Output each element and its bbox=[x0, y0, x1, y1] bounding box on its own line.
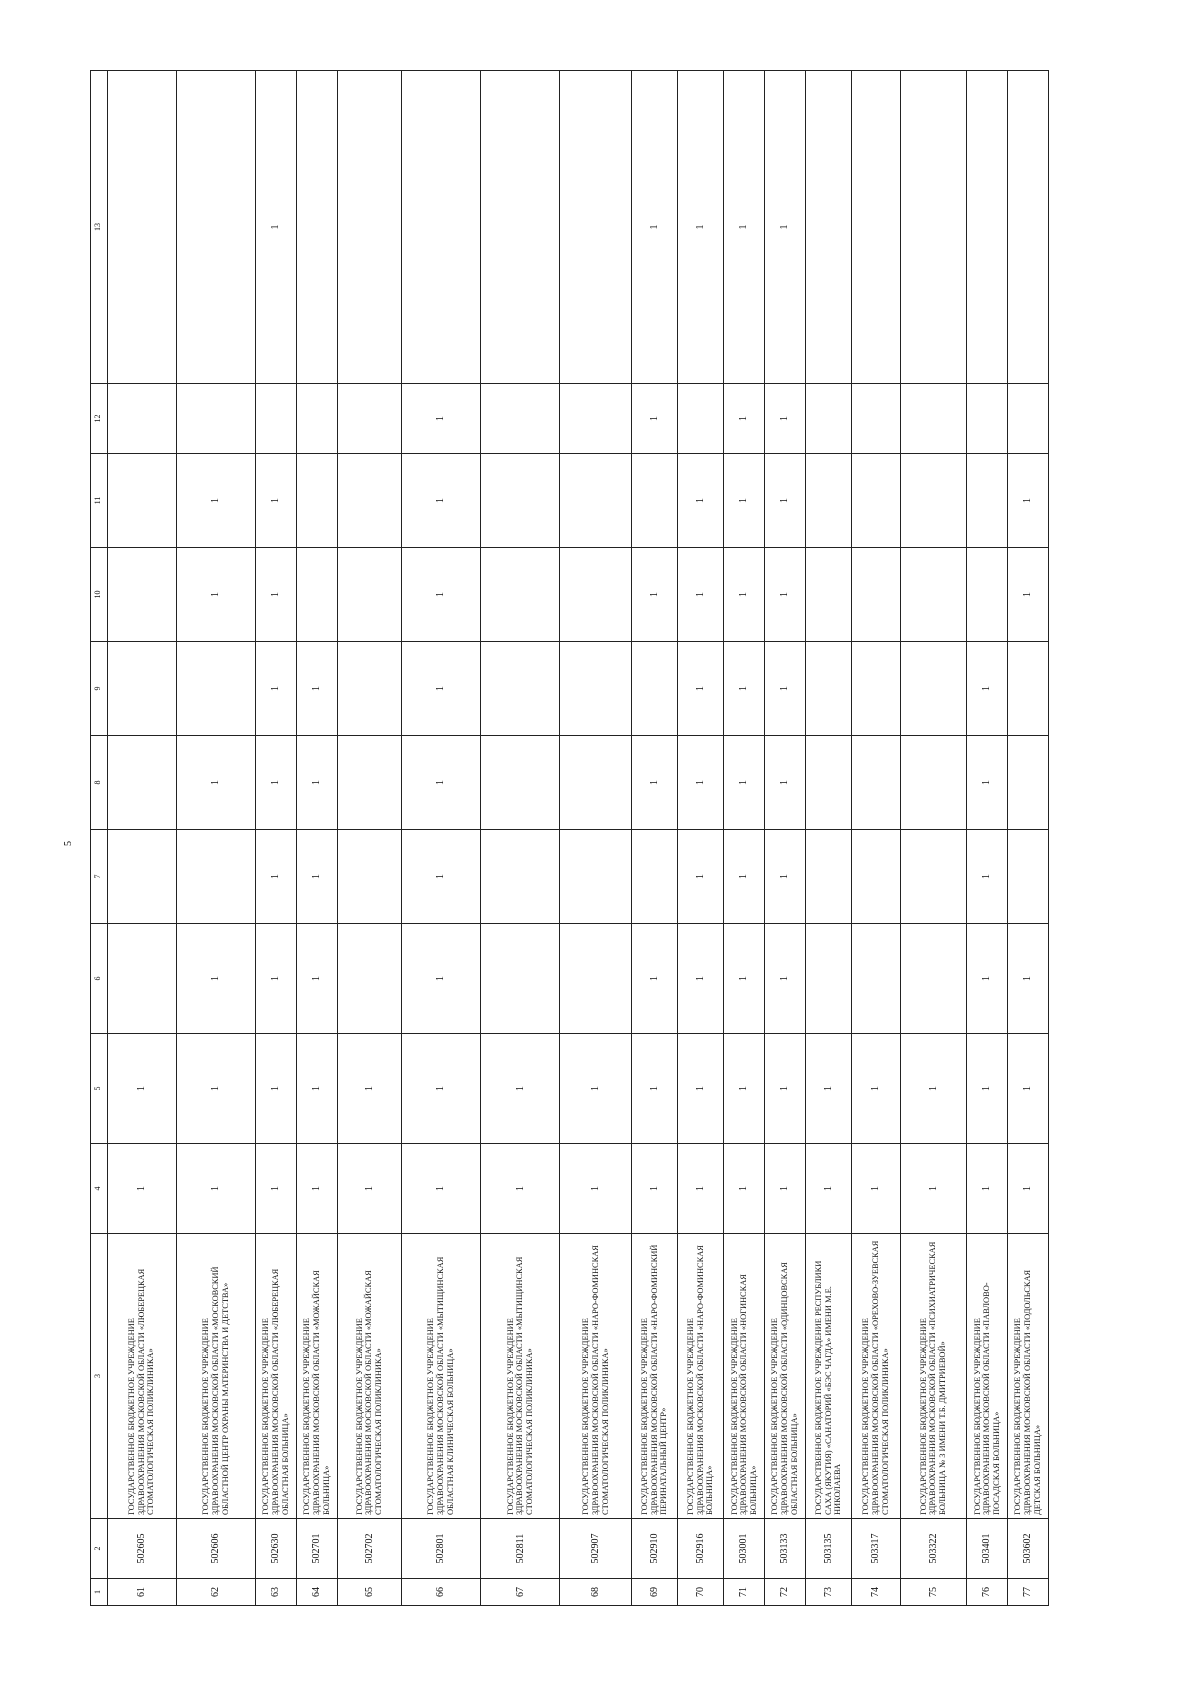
mark-cell bbox=[805, 548, 851, 642]
mark-cell bbox=[851, 71, 900, 384]
mark-cell: 1 bbox=[765, 642, 806, 736]
mark-cell bbox=[1007, 384, 1048, 454]
mark-cell: 1 bbox=[765, 548, 806, 642]
institution-name-cell: ГОСУДАРСТВЕННОЕ БЮДЖЕТНОЕ УЧРЕЖДЕНИЕ ЗДРАВООХРАНЕНИЯ МОСКОВСКОЙ ОБЛАСТИ «ЛЮБЕРЕЦКАЯ ОБЛАСТНАЯ БОЛЬНИЦА» bbox=[256, 1234, 297, 1519]
mark-cell: 1 bbox=[401, 924, 480, 1034]
mark-cell: 1 bbox=[632, 1144, 678, 1234]
mark-cell bbox=[900, 642, 967, 736]
institution-name-cell: ГОСУДАРСТВЕННОЕ БЮДЖЕТНОЕ УЧРЕЖДЕНИЕ ЗДРАВООХРАНЕНИЯ МОСКОВСКОЙ ОБЛАСТИ «МЫТИЩИНСКАЯ ОБЛАСТНАЯ КЛИНИЧЕСКАЯ БОЛЬНИЦА» bbox=[401, 1234, 480, 1519]
mark-cell bbox=[481, 454, 560, 548]
mark-cell: 1 bbox=[176, 736, 255, 830]
mark-cell bbox=[805, 454, 851, 548]
mark-cell bbox=[337, 71, 401, 384]
code-cell: 502606 bbox=[176, 1519, 255, 1579]
row-number-cell: 75 bbox=[900, 1579, 967, 1606]
mark-cell: 1 bbox=[724, 454, 765, 548]
mark-cell: 1 bbox=[724, 830, 765, 924]
column-number-cell: 13 bbox=[91, 71, 108, 384]
row-number-cell: 67 bbox=[481, 1579, 560, 1606]
institution-name-cell: ГОСУДАРСТВЕННОЕ БЮДЖЕТНОЕ УЧРЕЖДЕНИЕ ЗДРАВООХРАНЕНИЯ МОСКОВСКОЙ ОБЛАСТИ «ЛЮБЕРЕЦКАЯ СТОМАТОЛОГИЧЕСКАЯ ПОЛИКЛИНИКА» bbox=[107, 1234, 176, 1519]
mark-cell bbox=[805, 924, 851, 1034]
mark-cell bbox=[1007, 736, 1048, 830]
institution-name-cell: ГОСУДАРСТВЕННОЕ БЮДЖЕТНОЕ УЧРЕЖДЕНИЕ ЗДРАВООХРАНЕНИЯ МОСКОВСКОЙ ОБЛАСТИ «НАРО-ФОМИНСКАЯ СТОМАТОЛОГИЧЕСКАЯ ПОЛИКЛИНИКА» bbox=[560, 1234, 632, 1519]
mark-cell: 1 bbox=[401, 830, 480, 924]
institution-name-cell: ГОСУДАРСТВЕННОЕ БЮДЖЕТНОЕ УЧРЕЖДЕНИЕ ЗДРАВООХРАНЕНИЯ МОСКОВСКОЙ ОБЛАСТИ «ОДИНЦОВСКАЯ ОБЛАСТНАЯ БОЛЬНИЦА» bbox=[765, 1234, 806, 1519]
table-row bbox=[851, 71, 900, 1606]
code-cell: 503322 bbox=[900, 1519, 967, 1579]
mark-cell bbox=[337, 642, 401, 736]
mark-cell: 1 bbox=[632, 71, 678, 384]
mark-cell: 1 bbox=[678, 548, 724, 642]
mark-cell: 1 bbox=[967, 1034, 1008, 1144]
mark-cell bbox=[851, 548, 900, 642]
table-row bbox=[401, 71, 480, 1606]
column-number-cell: 2 bbox=[91, 1519, 108, 1579]
mark-cell: 1 bbox=[1007, 1144, 1048, 1234]
mark-cell: 1 bbox=[851, 1144, 900, 1234]
mark-cell bbox=[107, 548, 176, 642]
mark-cell: 1 bbox=[256, 1034, 297, 1144]
table-row bbox=[107, 71, 176, 1606]
code-cell: 502605 bbox=[107, 1519, 176, 1579]
row-number-cell: 73 bbox=[805, 1579, 851, 1606]
mark-cell bbox=[1007, 830, 1048, 924]
mark-cell bbox=[805, 384, 851, 454]
mark-cell: 1 bbox=[560, 1144, 632, 1234]
mark-cell bbox=[900, 548, 967, 642]
mark-cell bbox=[1007, 642, 1048, 736]
mark-cell: 1 bbox=[401, 1144, 480, 1234]
mark-cell bbox=[632, 454, 678, 548]
mark-cell: 1 bbox=[401, 1034, 480, 1144]
mark-cell: 1 bbox=[724, 71, 765, 384]
mark-cell: 1 bbox=[1007, 1034, 1048, 1144]
mark-cell: 1 bbox=[724, 384, 765, 454]
mark-cell: 1 bbox=[1007, 454, 1048, 548]
data-table bbox=[90, 70, 1049, 1606]
column-number-row bbox=[91, 71, 108, 1606]
mark-cell: 1 bbox=[176, 454, 255, 548]
mark-cell: 1 bbox=[632, 384, 678, 454]
mark-cell: 1 bbox=[337, 1034, 401, 1144]
row-number-cell: 62 bbox=[176, 1579, 255, 1606]
column-number-cell: 11 bbox=[91, 454, 108, 548]
mark-cell: 1 bbox=[678, 830, 724, 924]
mark-cell bbox=[401, 71, 480, 384]
mark-cell: 1 bbox=[401, 454, 480, 548]
mark-cell bbox=[560, 384, 632, 454]
mark-cell bbox=[851, 736, 900, 830]
mark-cell: 1 bbox=[678, 1034, 724, 1144]
code-cell: 503135 bbox=[805, 1519, 851, 1579]
mark-cell: 1 bbox=[481, 1034, 560, 1144]
institution-name-cell: ГОСУДАРСТВЕННОЕ БЮДЖЕТНОЕ УЧРЕЖДЕНИЕ ЗДРАВООХРАНЕНИЯ МОСКОВСКОЙ ОБЛАСТИ «ПАВЛОВО-ПОСАДСКАЯ БОЛЬНИЦА» bbox=[967, 1234, 1008, 1519]
mark-cell: 1 bbox=[296, 1034, 337, 1144]
code-cell: 502907 bbox=[560, 1519, 632, 1579]
mark-cell bbox=[296, 384, 337, 454]
mark-cell: 1 bbox=[401, 642, 480, 736]
mark-cell bbox=[481, 736, 560, 830]
mark-cell bbox=[337, 384, 401, 454]
mark-cell: 1 bbox=[967, 1144, 1008, 1234]
mark-cell bbox=[900, 71, 967, 384]
table-row bbox=[256, 71, 297, 1606]
mark-cell: 1 bbox=[176, 548, 255, 642]
mark-cell: 1 bbox=[678, 454, 724, 548]
row-number-cell: 71 bbox=[724, 1579, 765, 1606]
mark-cell: 1 bbox=[176, 1144, 255, 1234]
institution-name-cell: ГОСУДАРСТВЕННОЕ БЮДЖЕТНОЕ УЧРЕЖДЕНИЕ ЗДРАВООХРАНЕНИЯ МОСКОВСКОЙ ОБЛАСТИ «НАРО-ФОМИНСКАЯ БОЛЬНИЦА» bbox=[678, 1234, 724, 1519]
table-body bbox=[91, 71, 1049, 1606]
mark-cell bbox=[805, 642, 851, 736]
mark-cell: 1 bbox=[678, 642, 724, 736]
mark-cell: 1 bbox=[632, 924, 678, 1034]
mark-cell: 1 bbox=[967, 642, 1008, 736]
code-cell: 502702 bbox=[337, 1519, 401, 1579]
mark-cell bbox=[296, 454, 337, 548]
mark-cell: 1 bbox=[632, 548, 678, 642]
mark-cell: 1 bbox=[401, 736, 480, 830]
mark-cell: 1 bbox=[724, 548, 765, 642]
mark-cell bbox=[481, 642, 560, 736]
mark-cell: 1 bbox=[337, 1144, 401, 1234]
mark-cell: 1 bbox=[256, 454, 297, 548]
mark-cell: 1 bbox=[296, 924, 337, 1034]
institution-name-cell: ГОСУДАРСТВЕННОЕ БЮДЖЕТНОЕ УЧРЕЖДЕНИЕ ЗДРАВООХРАНЕНИЯ МОСКОВСКОЙ ОБЛАСТИ «НОГИНСКАЯ БОЛЬНИЦА» bbox=[724, 1234, 765, 1519]
mark-cell: 1 bbox=[296, 1144, 337, 1234]
mark-cell bbox=[107, 830, 176, 924]
mark-cell bbox=[107, 642, 176, 736]
mark-cell bbox=[481, 924, 560, 1034]
code-cell: 502630 bbox=[256, 1519, 297, 1579]
mark-cell bbox=[481, 830, 560, 924]
mark-cell bbox=[560, 924, 632, 1034]
mark-cell bbox=[481, 548, 560, 642]
mark-cell: 1 bbox=[256, 830, 297, 924]
mark-cell bbox=[967, 71, 1008, 384]
mark-cell: 1 bbox=[632, 1034, 678, 1144]
code-cell: 503602 bbox=[1007, 1519, 1048, 1579]
institution-name-cell: ГОСУДАРСТВЕННОЕ БЮДЖЕТНОЕ УЧРЕЖДЕНИЕ ЗДРАВООХРАНЕНИЯ МОСКОВСКОЙ ОБЛАСТИ «МОСКОВСКИЙ ОБЛАСТНОЙ ЦЕНТР ОХРАНЫ МАТЕРИНСТВА И ДЕТСТВА» bbox=[176, 1234, 255, 1519]
mark-cell bbox=[900, 830, 967, 924]
column-number-cell: 4 bbox=[91, 1144, 108, 1234]
mark-cell bbox=[296, 548, 337, 642]
mark-cell: 1 bbox=[724, 642, 765, 736]
mark-cell bbox=[967, 548, 1008, 642]
mark-cell: 1 bbox=[805, 1144, 851, 1234]
column-number-cell: 7 bbox=[91, 830, 108, 924]
mark-cell: 1 bbox=[560, 1034, 632, 1144]
mark-cell bbox=[560, 71, 632, 384]
mark-cell: 1 bbox=[296, 830, 337, 924]
institution-name-cell: ГОСУДАРСТВЕННОЕ БЮДЖЕТНОЕ УЧРЕЖДЕНИЕ ЗДРАВООХРАНЕНИЯ МОСКОВСКОЙ ОБЛАСТИ «МОЖАЙСКАЯ СТОМАТОЛОГИЧЕСКАЯ ПОЛИКЛИНИКА» bbox=[337, 1234, 401, 1519]
column-number-cell: 12 bbox=[91, 384, 108, 454]
table-row bbox=[560, 71, 632, 1606]
mark-cell: 1 bbox=[256, 548, 297, 642]
row-number-cell: 66 bbox=[401, 1579, 480, 1606]
institution-name-cell: ГОСУДАРСТВЕННОЕ БЮДЖЕТНОЕ УЧРЕЖДЕНИЕ РЕСПУБЛИКИ САХА (ЯКУТИЯ) «САНАТОРИЙ «БЭС ЧАГДА» ИМЕНИ М.Е. НИКОЛАЕВА bbox=[805, 1234, 851, 1519]
mark-cell: 1 bbox=[107, 1144, 176, 1234]
mark-cell: 1 bbox=[765, 924, 806, 1034]
column-number-cell: 5 bbox=[91, 1034, 108, 1144]
mark-cell: 1 bbox=[900, 1144, 967, 1234]
table-row bbox=[724, 71, 765, 1606]
code-cell: 503401 bbox=[967, 1519, 1008, 1579]
table-row bbox=[337, 71, 401, 1606]
table-row bbox=[900, 71, 967, 1606]
mark-cell: 1 bbox=[256, 642, 297, 736]
mark-cell bbox=[176, 384, 255, 454]
mark-cell bbox=[107, 924, 176, 1034]
row-number-cell: 65 bbox=[337, 1579, 401, 1606]
row-number-cell: 61 bbox=[107, 1579, 176, 1606]
mark-cell: 1 bbox=[481, 1144, 560, 1234]
mark-cell bbox=[107, 71, 176, 384]
code-cell: 502801 bbox=[401, 1519, 480, 1579]
code-cell: 503001 bbox=[724, 1519, 765, 1579]
mark-cell: 1 bbox=[967, 736, 1008, 830]
table-row bbox=[296, 71, 337, 1606]
row-number-cell: 69 bbox=[632, 1579, 678, 1606]
mark-cell: 1 bbox=[1007, 548, 1048, 642]
mark-cell bbox=[560, 642, 632, 736]
mark-cell bbox=[900, 736, 967, 830]
column-number-cell: 8 bbox=[91, 736, 108, 830]
mark-cell: 1 bbox=[176, 924, 255, 1034]
mark-cell bbox=[560, 830, 632, 924]
mark-cell bbox=[851, 830, 900, 924]
mark-cell bbox=[805, 71, 851, 384]
mark-cell: 1 bbox=[765, 1034, 806, 1144]
institution-name-cell: ГОСУДАРСТВЕННОЕ БЮДЖЕТНОЕ УЧРЕЖДЕНИЕ ЗДРАВООХРАНЕНИЯ МОСКОВСКОЙ ОБЛАСТИ «ПСИХИАТРИЧЕСКАЯ БОЛЬНИЦА № 3 ИМЕНИ Т.Б. ДМИТРИЕВОЙ» bbox=[900, 1234, 967, 1519]
mark-cell: 1 bbox=[401, 384, 480, 454]
mark-cell bbox=[481, 384, 560, 454]
mark-cell: 1 bbox=[1007, 924, 1048, 1034]
row-number-cell: 70 bbox=[678, 1579, 724, 1606]
code-cell: 502910 bbox=[632, 1519, 678, 1579]
institution-name-cell: ГОСУДАРСТВЕННОЕ БЮДЖЕТНОЕ УЧРЕЖДЕНИЕ ЗДРАВООХРАНЕНИЯ МОСКОВСКОЙ ОБЛАСТИ «МЫТИЩИНСКАЯ СТОМАТОЛОГИЧЕСКАЯ ПОЛИКЛИНИКА» bbox=[481, 1234, 560, 1519]
mark-cell bbox=[256, 384, 297, 454]
row-number-cell: 72 bbox=[765, 1579, 806, 1606]
mark-cell bbox=[560, 736, 632, 830]
mark-cell: 1 bbox=[724, 736, 765, 830]
column-number-cell: 10 bbox=[91, 548, 108, 642]
mark-cell bbox=[481, 71, 560, 384]
mark-cell: 1 bbox=[632, 736, 678, 830]
page-number: 5 bbox=[63, 841, 74, 846]
mark-cell bbox=[560, 454, 632, 548]
row-number-cell: 64 bbox=[296, 1579, 337, 1606]
mark-cell bbox=[851, 384, 900, 454]
table-row bbox=[678, 71, 724, 1606]
mark-cell: 1 bbox=[256, 924, 297, 1034]
table-row bbox=[765, 71, 806, 1606]
mark-cell: 1 bbox=[296, 736, 337, 830]
mark-cell bbox=[176, 830, 255, 924]
mark-cell bbox=[900, 384, 967, 454]
mark-cell bbox=[805, 830, 851, 924]
mark-cell: 1 bbox=[678, 924, 724, 1034]
mark-cell bbox=[107, 736, 176, 830]
institution-name-cell: ГОСУДАРСТВЕННОЕ БЮДЖЕТНОЕ УЧРЕЖДЕНИЕ ЗДРАВООХРАНЕНИЯ МОСКОВСКОЙ ОБЛАСТИ «ОРЕХОВО-ЗУЕВСКАЯ СТОМАТОЛОГИЧЕСКАЯ ПОЛИКЛИНИКА» bbox=[851, 1234, 900, 1519]
mark-cell bbox=[900, 924, 967, 1034]
mark-cell: 1 bbox=[678, 71, 724, 384]
rotated-table-container bbox=[90, 71, 1049, 1606]
mark-cell: 1 bbox=[851, 1034, 900, 1144]
mark-cell: 1 bbox=[900, 1034, 967, 1144]
mark-cell bbox=[967, 454, 1008, 548]
mark-cell bbox=[337, 454, 401, 548]
mark-cell: 1 bbox=[176, 1034, 255, 1144]
mark-cell: 1 bbox=[256, 736, 297, 830]
mark-cell bbox=[632, 642, 678, 736]
mark-cell bbox=[176, 642, 255, 736]
mark-cell: 1 bbox=[765, 454, 806, 548]
mark-cell: 1 bbox=[724, 924, 765, 1034]
mark-cell bbox=[632, 830, 678, 924]
mark-cell bbox=[851, 642, 900, 736]
mark-cell: 1 bbox=[107, 1034, 176, 1144]
table-row bbox=[967, 71, 1008, 1606]
code-cell: 502811 bbox=[481, 1519, 560, 1579]
mark-cell: 1 bbox=[765, 830, 806, 924]
table-row bbox=[1007, 71, 1048, 1606]
row-number-cell: 77 bbox=[1007, 1579, 1048, 1606]
mark-cell bbox=[560, 548, 632, 642]
mark-cell bbox=[900, 454, 967, 548]
mark-cell: 1 bbox=[678, 736, 724, 830]
mark-cell bbox=[967, 384, 1008, 454]
mark-cell: 1 bbox=[724, 1144, 765, 1234]
row-number-cell: 76 bbox=[967, 1579, 1008, 1606]
table-row bbox=[481, 71, 560, 1606]
institution-name-cell: ГОСУДАРСТВЕННОЕ БЮДЖЕТНОЕ УЧРЕЖДЕНИЕ ЗДРАВООХРАНЕНИЯ МОСКОВСКОЙ ОБЛАСТИ «НАРО-ФОМИНСКИЙ ПЕРИНАТАЛЬНЫЙ ЦЕНТР» bbox=[632, 1234, 678, 1519]
mark-cell bbox=[851, 454, 900, 548]
institution-name-cell: ГОСУДАРСТВЕННОЕ БЮДЖЕТНОЕ УЧРЕЖДЕНИЕ ЗДРАВООХРАНЕНИЯ МОСКОВСКОЙ ОБЛАСТИ «МОЖАЙСКАЯ БОЛЬНИЦА» bbox=[296, 1234, 337, 1519]
mark-cell bbox=[107, 384, 176, 454]
mark-cell: 1 bbox=[765, 1144, 806, 1234]
mark-cell bbox=[851, 924, 900, 1034]
mark-cell: 1 bbox=[678, 1144, 724, 1234]
row-number-cell: 68 bbox=[560, 1579, 632, 1606]
row-number-cell: 74 bbox=[851, 1579, 900, 1606]
mark-cell: 1 bbox=[296, 642, 337, 736]
mark-cell: 1 bbox=[765, 736, 806, 830]
mark-cell: 1 bbox=[765, 384, 806, 454]
mark-cell bbox=[176, 71, 255, 384]
table-row bbox=[805, 71, 851, 1606]
column-number-cell: 9 bbox=[91, 642, 108, 736]
code-cell: 503317 bbox=[851, 1519, 900, 1579]
mark-cell: 1 bbox=[401, 548, 480, 642]
mark-cell bbox=[337, 548, 401, 642]
mark-cell: 1 bbox=[724, 1034, 765, 1144]
column-number-cell: 1 bbox=[91, 1579, 108, 1606]
mark-cell bbox=[1007, 71, 1048, 384]
mark-cell bbox=[337, 736, 401, 830]
mark-cell: 1 bbox=[805, 1034, 851, 1144]
mark-cell bbox=[805, 736, 851, 830]
code-cell: 503133 bbox=[765, 1519, 806, 1579]
mark-cell: 1 bbox=[765, 71, 806, 384]
column-number-cell: 6 bbox=[91, 924, 108, 1034]
code-cell: 502916 bbox=[678, 1519, 724, 1579]
mark-cell: 1 bbox=[256, 1144, 297, 1234]
mark-cell bbox=[107, 454, 176, 548]
mark-cell: 1 bbox=[967, 830, 1008, 924]
table-row bbox=[176, 71, 255, 1606]
mark-cell: 1 bbox=[967, 924, 1008, 1034]
table-row bbox=[632, 71, 678, 1606]
row-number-cell: 63 bbox=[256, 1579, 297, 1606]
mark-cell bbox=[337, 830, 401, 924]
mark-cell bbox=[296, 71, 337, 384]
mark-cell: 1 bbox=[256, 71, 297, 384]
code-cell: 502701 bbox=[296, 1519, 337, 1579]
column-number-cell: 3 bbox=[91, 1234, 108, 1519]
mark-cell bbox=[678, 384, 724, 454]
institution-name-cell: ГОСУДАРСТВЕННОЕ БЮДЖЕТНОЕ УЧРЕЖДЕНИЕ ЗДРАВООХРАНЕНИЯ МОСКОВСКОЙ ОБЛАСТИ «ПОДОЛЬСКАЯ ДЕТСКАЯ БОЛЬНИЦА» bbox=[1007, 1234, 1048, 1519]
mark-cell bbox=[337, 924, 401, 1034]
